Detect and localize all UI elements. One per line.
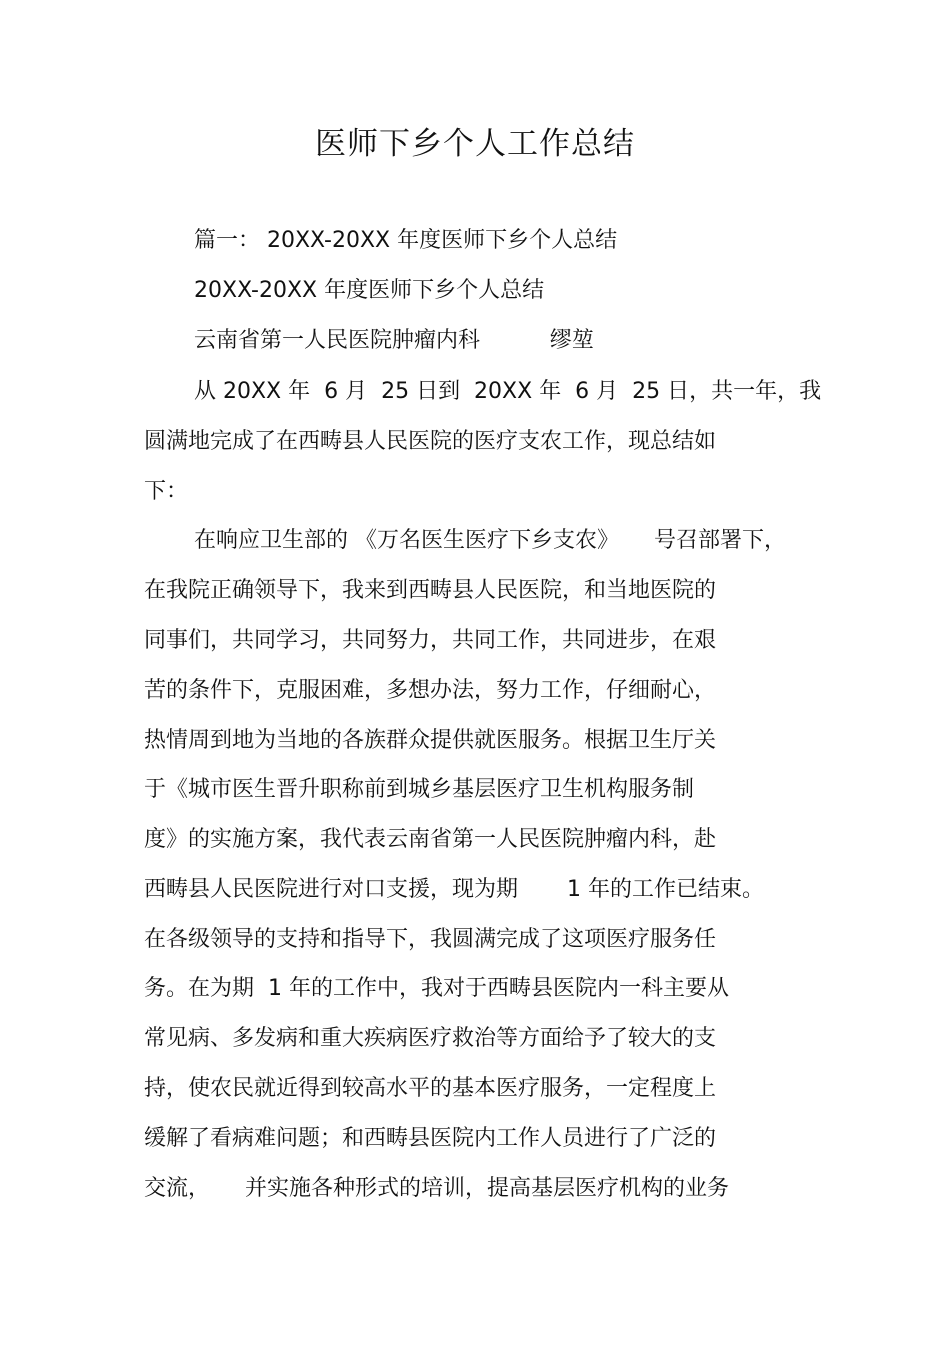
- paragraph-line: 苦的条件下，克服困难，多想办法，努力工作，仔细耐心，: [144, 678, 717, 703]
- paragraph-line: 从 20XX 年 6 月 25 日到 20XX 年 6 月 25 日，共一年，我: [194, 379, 822, 404]
- paragraph-line: 度》的实施方案，我代表云南省第一人民医院肿瘤内科，赴: [144, 827, 717, 852]
- author-line: 云南省第一人民医院肿瘤内科 缪堃: [194, 328, 594, 353]
- paragraph-line: 西畴县人民医院进行对口支援，现为期 1 年的工作已结束。: [144, 877, 764, 902]
- paragraph-line: 下：: [144, 479, 189, 504]
- paragraph-line: 圆满地完成了在西畴县人民医院的医疗支农工作，现总结如: [144, 429, 717, 454]
- paragraph-line: 在我院正确领导下，我来到西畴县人民医院，和当地医院的: [144, 578, 717, 603]
- paragraph-line: 于《城市医生晋升职称前到城乡基层医疗卫生机构服务制: [144, 777, 695, 802]
- paragraph-line: 在响应卫生部的 《万名医生医疗下乡支农》 号召部署下，: [194, 528, 786, 553]
- paragraph-line: 务。在为期 1 年的工作中，我对于西畴县医院内一科主要从: [144, 976, 729, 1001]
- paragraph-line: 交流， 并实施各种形式的培训，提高基层医疗机构的业务: [144, 1176, 729, 1201]
- document-title: 医师下乡个人工作总结: [315, 126, 635, 162]
- paragraph-line: 热情周到地为当地的各族群众提供就医服务。根据卫生厅关: [144, 728, 717, 753]
- paragraph-line: 持，使农民就近得到较高水平的基本医疗服务，一定程度上: [144, 1076, 717, 1101]
- paragraph-line: 缓解了看病难问题；和西畴县医院内工作人员进行了广泛的: [144, 1126, 717, 1151]
- section-heading: 篇一： 20XX-20XX 年度医师下乡个人总结: [194, 228, 618, 253]
- subtitle-line: 20XX-20XX 年度医师下乡个人总结: [194, 278, 545, 303]
- paragraph-line: 同事们，共同学习，共同努力，共同工作，共同进步，在艰: [144, 628, 717, 653]
- paragraph-line: 常见病、多发病和重大疾病医疗救治等方面给予了较大的支: [144, 1026, 717, 1051]
- paragraph-line: 在各级领导的支持和指导下，我圆满完成了这项医疗服务任: [144, 927, 717, 952]
